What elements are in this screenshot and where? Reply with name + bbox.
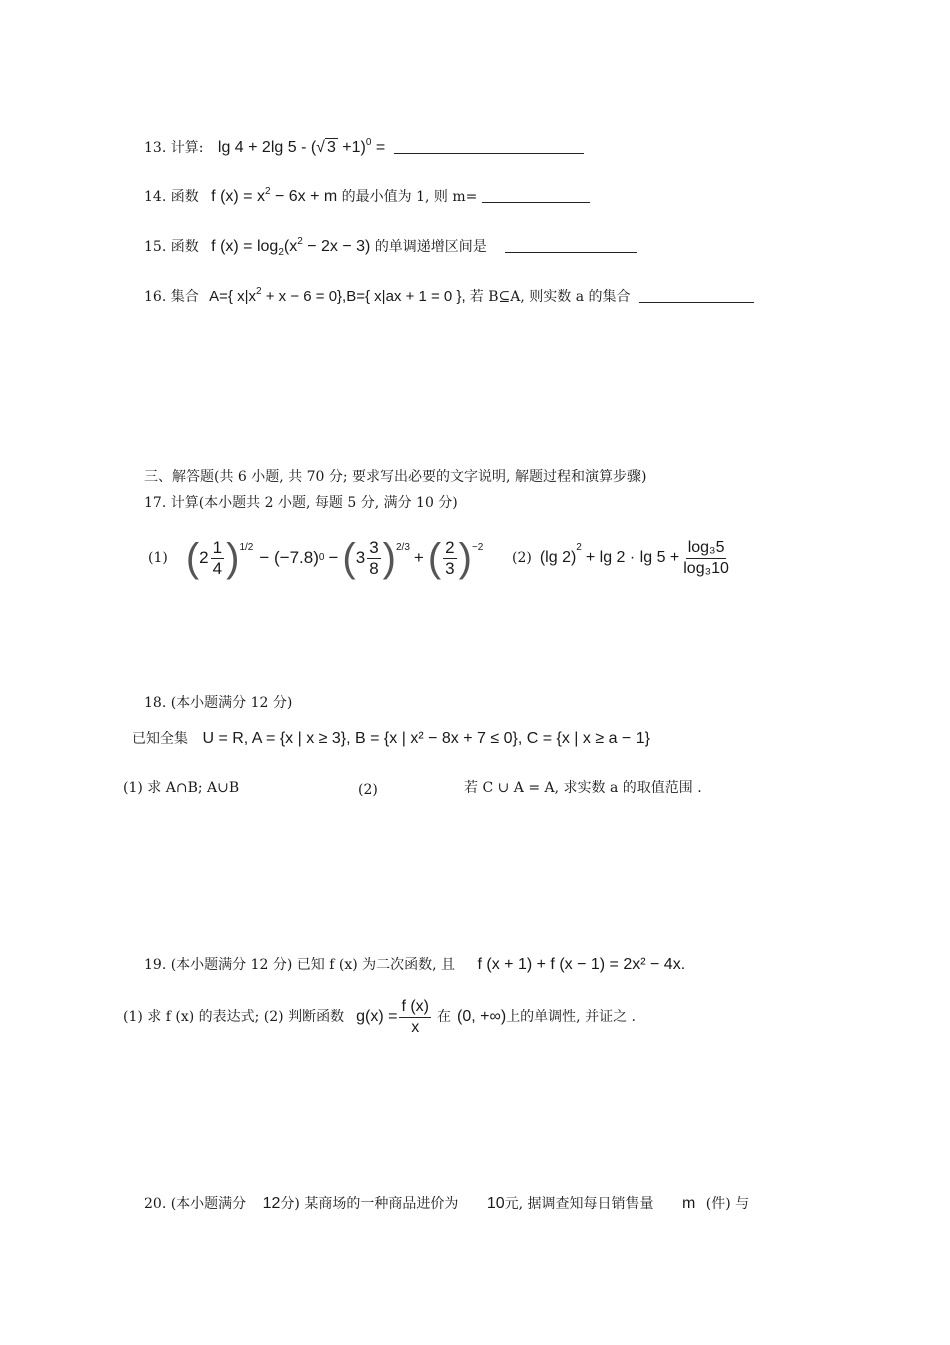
q17-p1-frac2 <box>367 538 380 579</box>
q14-exp: 2 <box>264 186 271 197</box>
sqrt-symbol-icon: √ <box>316 139 325 156</box>
q17-p2-den: log₃10 <box>683 559 729 577</box>
q14-answer-blank[interactable] <box>482 187 590 203</box>
q20-text-a: 20. (本小题满分 <box>144 1196 247 1212</box>
question-13 <box>144 133 584 158</box>
q16-set-a2: + x − 6 = 0},B={ x|ax + 1 = 0 }, <box>261 288 466 305</box>
q15-label: 15. 函数 <box>144 239 199 255</box>
q15-expr2: (x <box>283 238 298 255</box>
q16-text: 若 B⊆A, 则实数 a 的集合 <box>469 289 631 305</box>
q13-radicand: 3 <box>326 139 336 156</box>
q20-text-b: 分) 某商场的一种商品进价为 <box>280 1196 459 1212</box>
q19-tail-b: 上的单调性, 并证之 . <box>506 1009 636 1025</box>
q19-heading <box>144 955 685 975</box>
q18-sets: U = R, A = {x | x ≥ 3}, B = {x | x² − 8x + 7 ≤ 0}, C = {x | x ≥ a − 1} <box>202 730 650 747</box>
q18-part1: (1) 求 A∩B; A∪B <box>123 780 240 796</box>
q17-p1-exp2: 2/3 <box>395 541 410 553</box>
q17-part1-label: (1) <box>148 550 168 566</box>
q19-part1 <box>123 993 636 1041</box>
q17-p1-minus: − <box>328 548 339 567</box>
q15-answer-blank[interactable] <box>505 237 637 253</box>
q17-p1-plus: + <box>413 548 424 567</box>
q14-label: 14. 函数 <box>144 189 199 205</box>
q17-p1-whole2: 3 <box>355 548 366 567</box>
q14-expr: f (x) = x <box>211 188 265 205</box>
q19-part1-text: (1) 求 f (x) 的表达式; (2) 判断函数 <box>123 1009 345 1025</box>
question-15 <box>144 232 637 263</box>
q17-p1-num3: 2 <box>445 537 455 557</box>
q15-expr: f (x) = log <box>211 238 279 255</box>
q16-exp: 2 <box>256 286 262 297</box>
q18-part2: 若 C ∪ A = A, 求实数 a 的取值范围 . <box>464 780 702 796</box>
q19-heading-a: 19. (本小题满分 12 分) 已知 f (x) 为二次函数, 且 <box>144 957 456 973</box>
q15-exp: 2 <box>297 236 303 247</box>
q13-answer-blank[interactable] <box>394 138 584 154</box>
question-18-heading: 18. (本小题满分 12 分) <box>144 695 293 711</box>
q15-expr3: − 2x − 3) <box>302 238 371 255</box>
q19-g-frac <box>399 997 431 1038</box>
q13-exp: 0 <box>365 137 372 148</box>
q16-set-a: A={ x|x <box>209 288 257 305</box>
q16-label: 16. 集合 <box>144 289 199 305</box>
q19-interval: (0, +∞) <box>456 1008 507 1025</box>
q13-eq: = <box>371 139 386 156</box>
q17-p1-num2: 3 <box>369 537 379 557</box>
q18-given <box>132 729 650 749</box>
q17-p1-den2: 8 <box>369 558 379 578</box>
q17-p2-a: (lg 2) <box>539 549 577 566</box>
q17-part1: (1) ( 2 $\frac{1}{4}$ ) $^{1/2}$ − (−7.8) 0 − ( 3 $\frac{3}{8}$ ) $^{2/3}$ + ( $\frac{2}{3}$ ) $^{-2}$ <box>148 536 484 580</box>
q13-expr-a: lg 4 + 2lg 5 - ( <box>217 139 317 156</box>
q20-price: 10 <box>486 1195 505 1212</box>
q17-p1-whole: 2 <box>199 548 209 567</box>
q17-part2-label: (2) <box>512 550 532 566</box>
q17-p1-frac <box>211 538 224 579</box>
q18-part2-label: (2) <box>358 782 378 798</box>
q13-expr-b: +1) <box>337 139 366 156</box>
q15-base: 2 <box>278 247 284 258</box>
q17-p1-exp: 1/2 <box>239 541 254 553</box>
q17-p2-num: log₃5 <box>686 538 727 559</box>
q17-p1-den3: 3 <box>445 558 455 578</box>
q19-tail-a: 在 <box>436 1009 451 1025</box>
q15-text: 的单调递增区间是 <box>374 239 487 255</box>
q20-var: m <box>681 1195 696 1212</box>
q17-p1-mid-exp: 0 <box>318 551 325 563</box>
q17-p2-b: + lg 2 · lg 5 + <box>585 549 680 566</box>
q17-part2 <box>512 533 733 583</box>
question-16 <box>144 282 754 307</box>
q17-p2-frac <box>681 538 731 579</box>
q20-text-d: (件) 与 <box>705 1196 750 1212</box>
question-17-heading: 17. 计算(本小题共 2 小题, 每题 5 分, 满分 10 分) <box>144 495 458 511</box>
q19-g-lhs: g(x) = <box>356 1008 398 1025</box>
q14-text: 的最小值为 1, 则 m= <box>341 189 478 205</box>
q17-p1-num: 1 <box>212 537 223 557</box>
q19-equation: f (x + 1) + f (x − 1) = 2x² − 4x. <box>477 956 686 973</box>
q17-p1-frac3 <box>443 538 456 579</box>
q16-answer-blank[interactable] <box>639 287 754 303</box>
q19-g-num: f (x) <box>399 997 431 1018</box>
q18-given-label: 已知全集 <box>132 731 188 747</box>
q17-p1-exp3: −2 <box>471 541 484 553</box>
q17-p1-mid: − (−7.8) <box>259 548 319 567</box>
q13-label: 13. 计算: <box>144 140 204 156</box>
q17-p2-a-exp: 2 <box>576 541 582 553</box>
q19-g-den: x <box>411 1018 420 1036</box>
q17-p1-den: 4 <box>212 558 223 578</box>
question-14 <box>144 182 590 207</box>
section-3-heading: 三、解答题(共 6 小题, 共 70 分; 要求写出必要的文字说明, 解题过程和演算步骤) <box>144 469 647 485</box>
q20-text-c: 元, 据调查知每日销售量 <box>504 1196 654 1212</box>
q20-score: 12 <box>262 1195 281 1212</box>
q14-expr2: − 6x + m <box>270 188 338 205</box>
question-20 <box>144 1194 749 1214</box>
